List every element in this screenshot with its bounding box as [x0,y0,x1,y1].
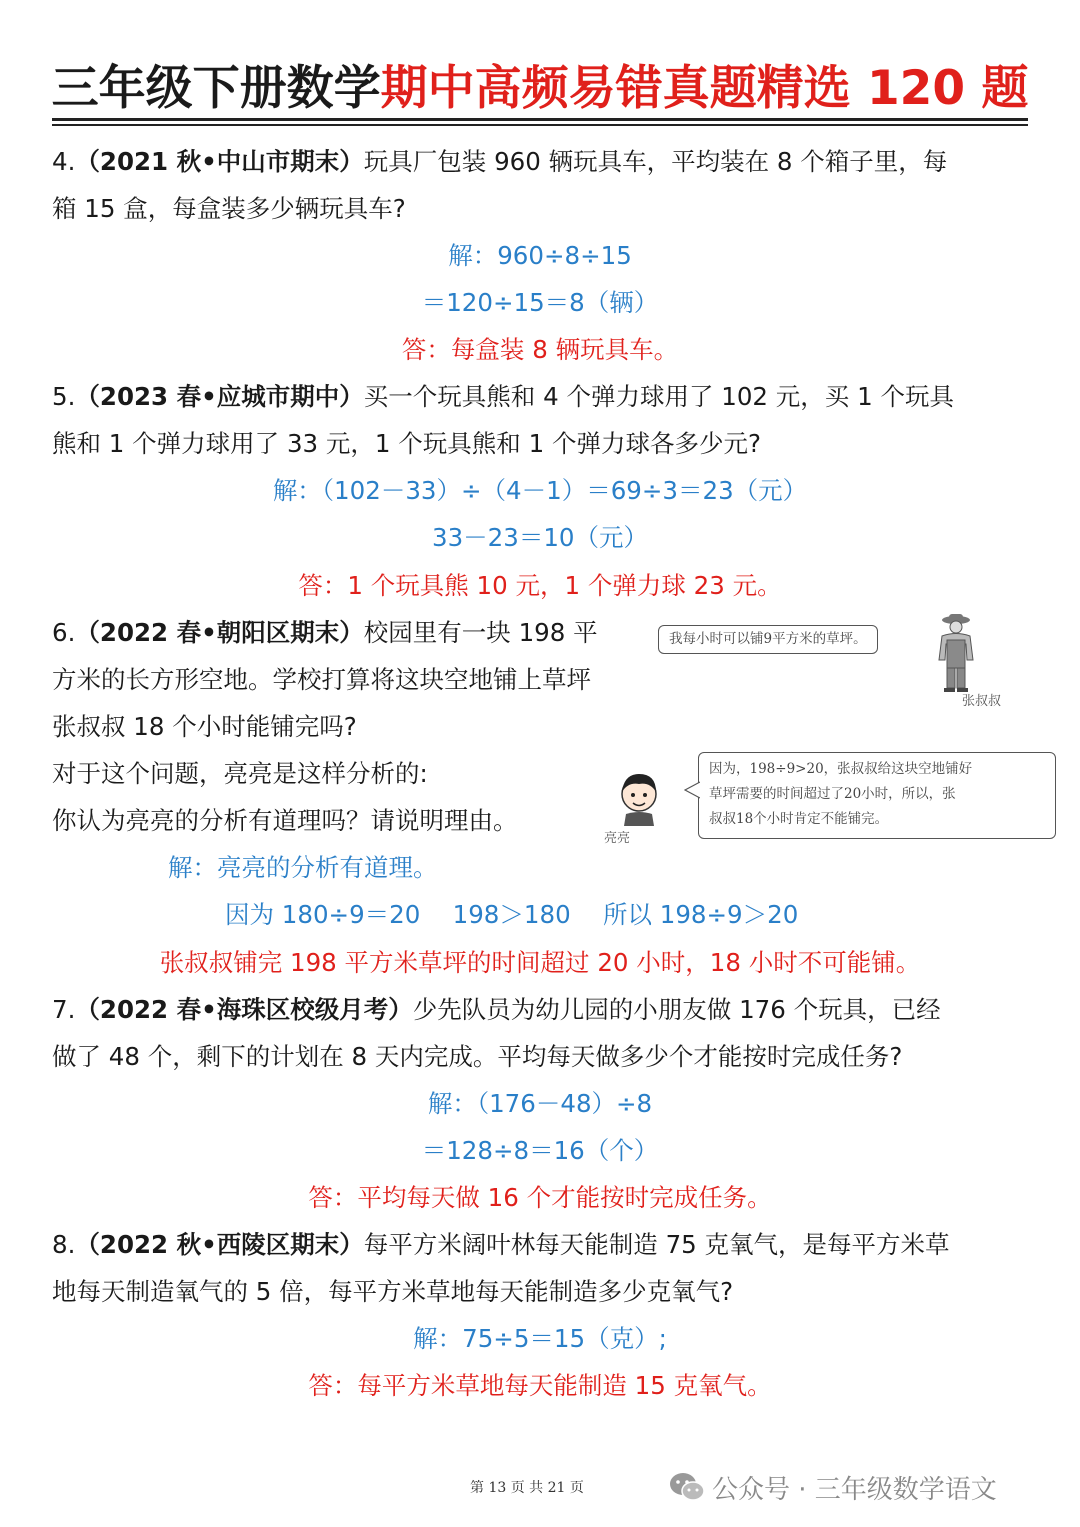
q7-number: 7. [52,995,76,1024]
boy-bubble-line: 因为，198÷9>20，张叔叔给这块空地铺好 [709,761,973,777]
q6-solution-1: 解：亮亮的分析有道理。 [168,853,438,882]
q7-answer: 答：平均每天做 16 个才能按时完成任务。 [308,1183,772,1212]
q8-solution-1: 解：75÷5＝15（克）; [413,1324,667,1353]
q7-text-2: 做了 48 个，剩下的计划在 8 天内完成。平均每天做多少个才能按时完成任务? [52,1042,903,1071]
page-title [0,56,1080,122]
uncle-figure-icon [926,612,986,694]
q6-text-2: 方米的长方形空地。学校打算将这块空地铺上草坪 [52,665,591,694]
q4-line1 [52,146,947,178]
q8-source: （2022 秋•西陵区期末） [75,1230,364,1259]
q7-source: （2022 春•海珠区校级月考） [75,995,413,1024]
q4-solution-1: 解：960÷8÷15 [448,241,632,270]
q4-source: （2021 秋•中山市期末） [75,147,364,176]
q5-answer: 答：1 个玩具熊 10 元，1 个弹力球 23 元。 [298,571,782,600]
q5-solution-1: 解：（102－33）÷（4－1）＝69÷3＝23（元） [272,476,808,505]
q5-text-1: 买一个玩具熊和 4 个弹力球用了 102 元，买 1 个玩具 [363,382,954,411]
q8-text-1: 每平方米阔叶林每天能制造 75 克氧气，是每平方米草 [363,1230,950,1259]
q7-solution-1: 解：（176－48）÷8 [427,1089,653,1118]
wechat-icon [668,1471,706,1503]
page-number: 第 13 页 共 21 页 [470,1480,584,1496]
brand-account: 公众号 · 三年级数学语文 [712,1475,997,1505]
q5-source: （2023 春•应城市期中） [75,382,364,411]
title-black: 三年级下册数学 [51,61,381,116]
boy-bubble-line: 草坪需要的时间超过了20小时，所以，张 [709,786,956,802]
q6-answer: 张叔叔铺完 198 平方米草坪的时间超过 20 小时，18 小时不可能铺。 [159,948,921,977]
boy-bubble-line: 叔叔18个小时肯定不能铺完。 [709,811,889,827]
title-rule-thick [52,118,1028,121]
q7-solution-2: ＝128÷8＝16（个） [421,1136,659,1165]
q8-answer: 答：每平方米草地每天能制造 15 克氧气。 [308,1371,772,1400]
q5-solution-2: 33－23＝10（元） [431,523,649,552]
boy-avatar-icon [614,768,664,826]
q5-number: 5. [52,382,76,411]
q4-text-2: 箱 15 盒，每盒装多少辆玩具车? [52,194,406,223]
q6-text-1: 校园里有一块 198 平 [363,618,598,647]
title-red: 期中高频易错真题精选 120 题 [380,61,1029,116]
q6-number: 6. [52,618,76,647]
bubble-tail-icon [684,780,700,800]
q6-text-5: 你认为亮亮的分析有道理吗？请说明理由。 [52,806,518,835]
title-rule-thin [52,124,1028,126]
q7-line1 [52,994,941,1026]
q6-source: （2022 春•朝阳区期末） [75,618,364,647]
q8-number: 8. [52,1230,76,1259]
q6-text-4: 对于这个问题，亮亮是这样分析的: [52,759,428,788]
q4-text-1: 玩具厂包装 960 辆玩具车，平均装在 8 个箱子里，每 [363,147,948,176]
q4-answer: 答：每盒装 8 辆玩具车。 [401,335,679,364]
q8-text-2: 地每天制造氧气的 5 倍，每平方米草地每天能制造多少克氧气? [52,1277,734,1306]
q4-solution-2: ＝120÷15＝8（辆） [421,288,659,317]
q4-number: 4. [52,147,76,176]
uncle-name: 张叔叔 [962,694,1002,709]
boy-name: 亮亮 [604,831,631,846]
boy-speech-bubble [698,752,1056,839]
footer [0,1473,1080,1503]
q6-text-3: 张叔叔 18 个小时能铺完吗? [52,712,357,741]
q8-line1 [52,1229,950,1261]
q5-line1 [52,381,954,413]
q6-solution-2: 因为 180÷9＝20 198＞180 所以 198÷9＞20 [225,900,799,929]
uncle-speech-bubble: 我每小时可以铺9平方米的草坪。 [658,625,878,654]
q6-line1 [52,617,598,649]
q5-text-2: 熊和 1 个弹力球用了 33 元，1 个玩具熊和 1 个弹力球各多少元? [52,429,761,458]
q7-text-1: 少先队员为幼儿园的小朋友做 176 个玩具，已经 [412,995,941,1024]
